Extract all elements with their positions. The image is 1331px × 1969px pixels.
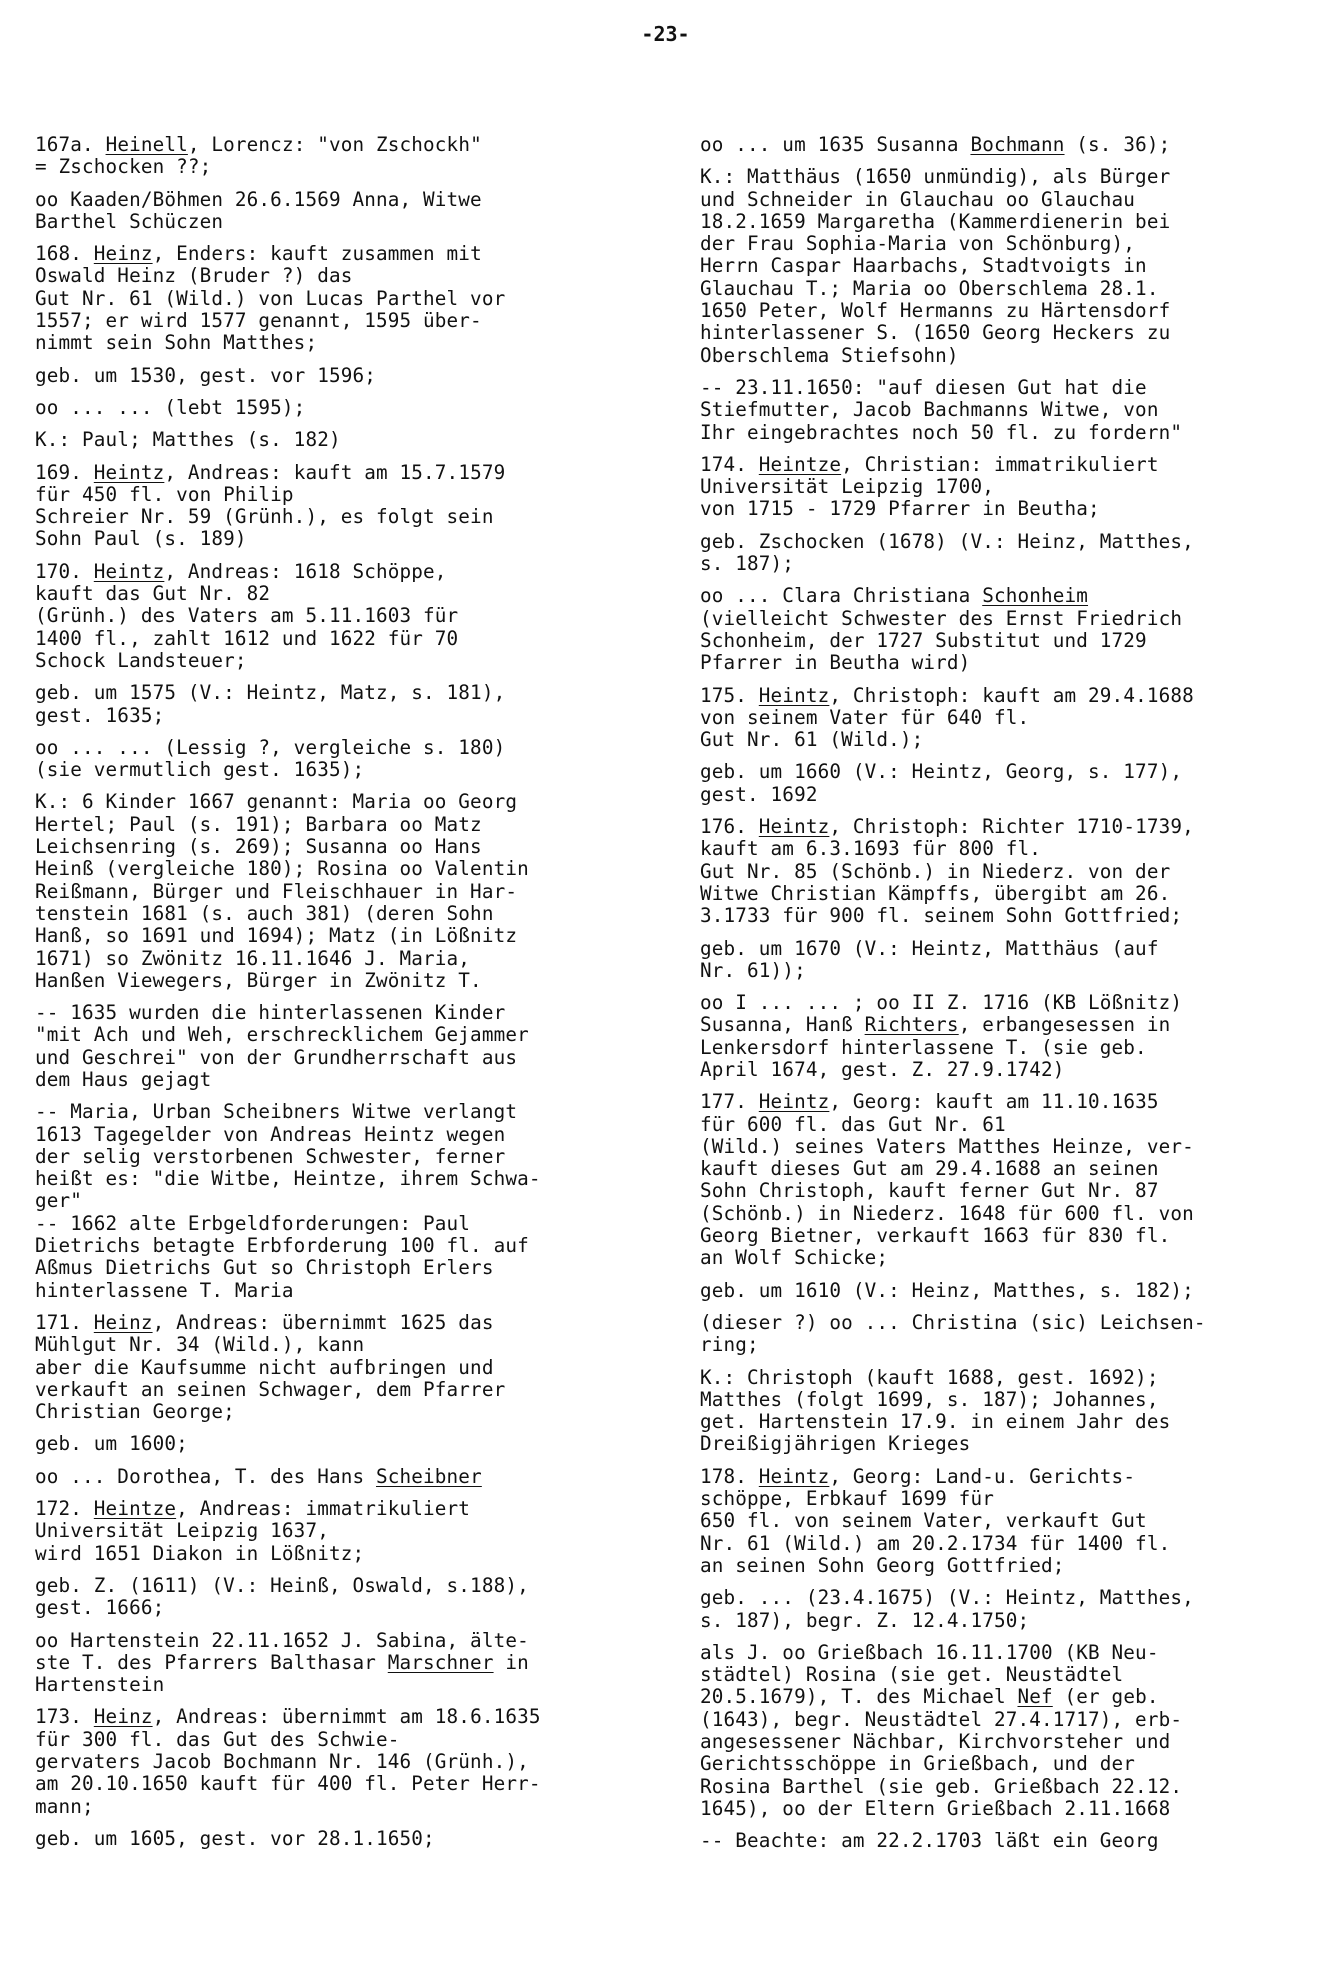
entry-paragraph: -- Maria, Urban Scheibners Witwe verlangt 1613 Tagegelder von Andreas Heintz wegen der selig verstorbenen Schwester, ferner heißt es: "die Witbe, Heintze, ihrem Schwa- ger" -- 1662 alte Erbgeldforderungen: Paul Dietrichs betagte Erbforderung 100 fl. auf Aßmus Dietrichs Gut so Christoph Erlers hinterlassene T. Maria: [35, 1100, 541, 1302]
entry-prefix: 173.: [35, 1705, 94, 1729]
entry-text: , Andreas: kauft am 15.7.1579 für 450 fl. von Philip Schreier Nr. 59 (Grünh.), es folgt sein Sohn Paul (s. 189): [35, 460, 506, 551]
entry-paragraph: K.: Christoph (kauft 1688, gest. 1692); Matthes (folgt 1699, s. 187); Johannes, get. Hartenstein 17.9. in einem Jahr des Dreißigjährigen Krieges: [700, 1365, 1171, 1456]
entry-paragraph: [35, 462, 635, 551]
entry-paragraph: geb. um 1670 (V.: Heintz, Matthäus (auf Nr. 61));: [700, 936, 1159, 982]
entry-paragraph: geb. Z. (1611) (V.: Heinß, Oswald, s.188), gest. 1666;: [35, 1573, 529, 1620]
entry-prefix: 170.: [35, 559, 94, 583]
entry-paragraph: geb. um 1530, gest. vor 1596;: [35, 363, 376, 387]
surname-underlined: Scheibner: [376, 1464, 482, 1488]
entry-paragraph: [700, 585, 1300, 674]
entry-prefix: 168.: [35, 242, 94, 266]
entry-text: , Christian: immatrikuliert Universität Leipzig 1700, von 1715 - 1729 Pfarrer in Beutha;: [700, 452, 1159, 521]
surname-underlined: Richters: [864, 1013, 959, 1037]
entry-paragraph: -- 23.11.1650: "auf diesen Gut hat die Stiefmutter, Jacob Bachmanns Witwe, von Ihr eingebrachtes noch 50 fl. zu fordern": [700, 375, 1183, 444]
entry-paragraph: [700, 685, 1300, 752]
entry-prefix: 175.: [700, 683, 759, 707]
surname-underlined: Heintze: [93, 1497, 177, 1521]
entry-paragraph: K.: 6 Kinder 1667 genannt: Maria oo Georg Hertel; Paul (s. 191); Barbara oo Matz Leichsenring (s. 269); Susanna oo Hans Heinß (vergleiche 180); Rosina oo Valentin Reißmann, Bürger und Fleischhauer in Har- tenstein 1681 (s. auch 381) (deren Sohn Hanß, so 1691 und 1694); Matz (in Lößnitz 1671) so Zwönitz 16.11.1646 J. Maria, Hanßen Viewegers, Bürger in Zwönitz T.: [35, 790, 529, 992]
entry-prefix: als J. oo Grießbach 16.11.1700 (KB Neu- städtel) Rosina (sie get. Neustädtel 20.5.1679), T. des Michael: [700, 1640, 1159, 1709]
entry-paragraph: K.: Matthäus (1650 unmündig), als Bürger und Schneider in Glauchau oo Glauchau 18.2.1659 Margaretha (Kammerdienerin bei der Frau Sophia-Maria von Schönburg), Herrn Caspar Haarbachs, Stadtvoigts in Glauchau T.; Maria oo Oberschlema 28.1. 1650 Peter, Wolf Hermanns zu Härtensdorf hinterlassener S. (1650 Georg Heckers zu Oberschlema Stiefsohn): [700, 165, 1171, 367]
surname-underlined: Heintz: [93, 460, 165, 484]
entry-prefix: 174.: [700, 452, 759, 476]
entry-paragraph: geb. um 1600;: [35, 1432, 188, 1456]
entry-paragraph: oo ... ... (Lessig ?, vergleiche s. 180) (sie vermutlich gest. 1635);: [35, 735, 506, 782]
right-column: [700, 134, 1300, 1862]
surname-underlined: Heinell: [105, 133, 188, 156]
entry-prefix: 176.: [700, 815, 759, 839]
entry-paragraph: (dieser ?) oo ... Christina (sic) Leichsen- ring;: [700, 1310, 1206, 1357]
entry-text: , Andreas: 1618 Schöppe, kauft das Gut Nr. 82 (Grünh.) des Vaters am 5.11.1603 für 1400 fl., zahlt 1612 und 1622 für 70 Schock Landsteuer;: [35, 559, 459, 672]
entry-paragraph: [35, 1630, 635, 1697]
entry-text: , Georg: kauft am 11.10.1635 für 600 fl. das Gut Nr. 61 (Wild.) seines Vaters Matthes Heinze, ver- kauft dieses Gut am 29.4.1688 an seinen Sohn Christoph, kauft ferner Gut Nr. 87 (Schönb.) in Niederz. 1648 für 600 fl. von Georg Bietner, verkauft 1663 für 830 fl. an Wolf Schicke;: [700, 1090, 1194, 1270]
entry-text: (vielleicht Schwester des Ernst Friedrich Schonheim, der 1727 Substitut und 1729 Pfarrer in Beutha wird): [700, 606, 1183, 675]
entry-text: , Christoph: kauft am 29.4.1688 von seinem Vater für 640 fl. Gut Nr. 61 (Wild.);: [700, 683, 1194, 752]
left-column: [35, 134, 635, 1860]
surname-underlined: Heintze: [758, 452, 842, 476]
surname-underlined: Heinz: [93, 1705, 153, 1729]
entry-prefix: oo ... um 1635 Susanna: [700, 133, 971, 156]
entry-prefix: 177.: [700, 1090, 759, 1114]
entry-paragraph: oo Kaaden/Böhmen 26.6.1569 Anna, Witwe Barthel Schüczen: [35, 187, 482, 233]
entry-prefix: 169.: [35, 460, 94, 484]
entry-paragraph: [35, 1466, 635, 1488]
entry-paragraph: K.: Paul; Matthes (s. 182): [35, 428, 341, 452]
entry-prefix: oo Hartenstein 22.11.1652 J. Sabina, älte- ste T. des Pfarrers Balthasar: [35, 1628, 529, 1674]
surname-underlined: Marschner: [387, 1650, 494, 1674]
entry-prefix: oo ... Dorothea, T. des Hans: [35, 1464, 376, 1488]
entry-paragraph: geb. ... (23.4.1675) (V.: Heintz, Matthes, s. 187), begr. Z. 12.4.1750;: [700, 1586, 1194, 1632]
entry-paragraph: [700, 1642, 1300, 1820]
entry-paragraph: [700, 134, 1300, 156]
entry-paragraph: [35, 1706, 635, 1817]
entry-text: , Andreas: übernimmt 1625 das Mühlgut Nr. 34 (Wild.), kann aber die Kaufsumme nicht aufbringen und verkauft an seinen Schwager, dem Pfarrer Christian George;: [35, 1310, 506, 1424]
surname-underlined: Heinz: [93, 1310, 153, 1334]
entry-paragraph: oo ... ... (lebt 1595);: [35, 395, 306, 419]
entry-prefix: 172.: [35, 1497, 94, 1521]
entry-text: , Christoph: Richter 1710-1739, kauft am 6.3.1693 für 800 fl. Gut Nr. 85 (Schönb.) in Niederz. von der Witwe Christian Kämpffs, übergibt am 26. 3.1733 für 900 fl. seinem Sohn Gottfried;: [700, 815, 1194, 928]
entry-text: , Georg: Land-u. Gerichts- schöppe, Erbkauf 1699 für 650 fl. von seinem Vater, verkauft Gut Nr. 61 (Wild.) am 20.2.1734 für 1400 fl. an seinen Sohn Georg Gottfried;: [700, 1464, 1171, 1577]
entry-paragraph: [35, 1312, 635, 1423]
entry-text: , Andreas: übernimmt am 18.6.1635 für 300 fl. das Gut des Schwie- gervaters Jacob Bochmann Nr. 146 (Grünh.), am 20.10.1650 kauft für 400 fl. Peter Herr- mann;: [35, 1705, 541, 1818]
surname-underlined: Heinz: [93, 242, 153, 266]
entry-prefix: oo ... Clara Christiana: [700, 584, 983, 608]
entry-text: (s. 36);: [1064, 133, 1171, 156]
entry-paragraph: -- 1635 wurden die hinterlassenen Kinder "mit Ach und Weh, erschrecklichem Gejammer und Geschrei" von der Grundherrschaft aus dem Haus gejagt: [35, 1001, 529, 1091]
entry-prefix: oo I ... ... ; oo II Z. 1716 (KB Lößnitz) Susanna, Hanß: [700, 991, 1183, 1037]
entry-prefix: 178.: [700, 1464, 759, 1488]
entry-text: (er geb. (1643), begr. Neustädtel 27.4.1717), erb- angesessener Nächbar, Kirchvorsteher und Gerichtsschöppe in Grießbach, und der Rosina Barthel (sie geb. Grießbach 22.12. 1645), oo der Eltern Grießbach 2.11.1668: [700, 1685, 1183, 1820]
entry-paragraph: -- Beachte: am 22.2.1703 läßt ein Georg: [700, 1829, 1159, 1853]
entry-paragraph: geb. Zschocken (1678) (V.: Heinz, Matthes, s. 187);: [700, 529, 1194, 576]
entry-prefix: 171.: [35, 1310, 94, 1334]
surname-underlined: Heintz: [758, 683, 830, 707]
entry-paragraph: [35, 134, 635, 179]
entry-paragraph: geb. um 1605, gest. vor 28.1.1650;: [35, 1826, 435, 1850]
entry-text: , erbangesessen in Lenkersdorf hinterlassene T. (sie geb. April 1674, gest. Z. 27.9.1742): [700, 1013, 1171, 1081]
entry-paragraph: [700, 454, 1300, 521]
entry-prefix: 167a.: [35, 133, 106, 156]
entry-paragraph: geb. um 1660 (V.: Heintz, Georg, s. 177), gest. 1692: [700, 760, 1183, 806]
surname-underlined: Schonheim: [982, 584, 1089, 608]
surname-underlined: Heintz: [93, 559, 165, 583]
entry-paragraph: [35, 1498, 635, 1565]
entry-paragraph: [700, 1091, 1300, 1269]
entry-text: , Lorencz: "von Zschockh" = Zschocken ??;: [35, 133, 482, 179]
entry-paragraph: geb. um 1610 (V.: Heinz, Matthes, s. 182);: [700, 1278, 1194, 1302]
surname-underlined: Heintz: [758, 1090, 830, 1114]
entry-text: in Hartenstein: [35, 1650, 529, 1697]
entry-paragraph: [35, 243, 635, 354]
surname-underlined: Heintz: [758, 815, 830, 839]
entry-paragraph: geb. um 1575 (V.: Heintz, Matz, s. 181), gest. 1635;: [35, 681, 506, 727]
surname-underlined: Heintz: [758, 1464, 830, 1488]
entry-text: , Enders: kauft zusammen mit Oswald Heinz (Bruder ?) das Gut Nr. 61 (Wild.) von Lucas Parthel vor 1557; er wird 1577 genannt, 1595 über- nimmt sein Sohn Matthes;: [35, 242, 506, 355]
entry-text: , Andreas: immatrikuliert Universität Leipzig 1637, wird 1651 Diakon in Lößnitz;: [35, 1497, 471, 1565]
entry-paragraph: [700, 992, 1300, 1081]
entry-paragraph: [700, 1466, 1300, 1577]
page-number: -23-: [641, 22, 690, 46]
entry-paragraph: [700, 816, 1300, 927]
surname-underlined: Bochmann: [970, 133, 1065, 156]
entry-paragraph: [35, 561, 635, 672]
surname-underlined: Nef: [1017, 1685, 1053, 1709]
